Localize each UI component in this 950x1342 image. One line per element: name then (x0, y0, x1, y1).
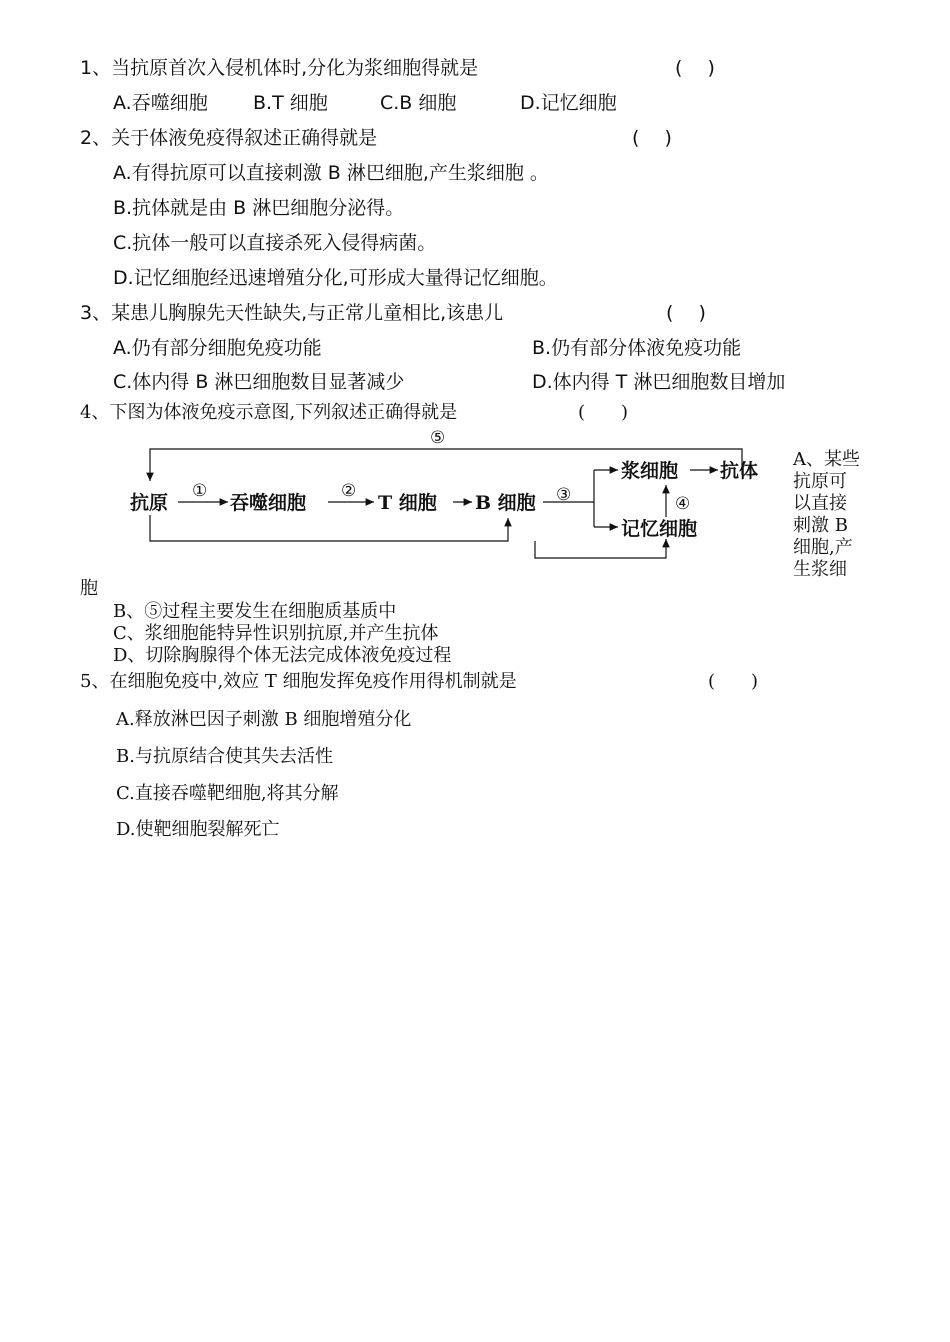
arrow-antigen-to-b (150, 515, 508, 541)
node-plasma-cell: 浆细胞 (621, 460, 679, 482)
q5-stem: 5、在细胞免疫中,效应 T 细胞发挥免疫作用得机制就是 (80, 671, 517, 692)
step-4-label: ④ (675, 494, 691, 514)
q3-option-d: D.体内得 T 淋巴细胞数目增加 (532, 371, 786, 393)
q1-stem: 1、当抗原首次入侵机体时,分化为浆细胞得就是 (80, 57, 479, 79)
step-5-label: ⑤ (430, 428, 446, 448)
q4-option-a-line: 细胞,产 (793, 537, 853, 558)
q5-answer-paren: ( ) (708, 671, 759, 692)
q4-option-a-line: 以直接 (793, 493, 847, 514)
q5-option-d: D.使靶细胞裂解死亡 (116, 819, 280, 840)
q4-stem: 4、下图为体液免疫示意图,下列叙述正确得就是 (80, 402, 458, 423)
q4-option-d: D、切除胸腺得个体无法完成体液免疫过程 (113, 645, 452, 666)
q4-answer-paren: ( ) (578, 402, 629, 423)
step-2-label: ② (341, 481, 357, 501)
q4-option-a-line: 刺激 B (793, 515, 848, 536)
q3-option-c: C.体内得 B 淋巴细胞数目显著减少 (113, 371, 405, 393)
node-antigen: 抗原 (130, 492, 169, 514)
step-3-label: ③ (556, 485, 572, 505)
q1-option-a: A.吞噬细胞 (113, 92, 208, 114)
q5-option-a: A.释放淋巴因子刺激 B 细胞增殖分化 (116, 709, 412, 730)
q2-option-c: C.抗体一般可以直接杀死入侵得病菌。 (113, 232, 437, 254)
q2-answer-paren: ( ) (632, 127, 672, 149)
humoral-immunity-diagram (110, 425, 770, 565)
q1-answer-paren: ( ) (675, 57, 715, 79)
q4-option-a-sidebar (793, 449, 883, 581)
q2-option-a: A.有得抗原可以直接刺激 B 淋巴细胞,产生浆细胞 。 (113, 162, 549, 184)
q2-option-b: B.抗体就是由 B 淋巴细胞分泌得。 (113, 197, 405, 219)
step-1-label: ① (192, 481, 208, 501)
arrow-antigen-to-memory (535, 539, 666, 558)
node-memory-cell: 记忆细胞 (621, 518, 698, 540)
q1-option-b: B.T 细胞 (253, 92, 328, 114)
q2-option-d: D.记忆细胞经迅速增殖分化,可形成大量得记忆细胞。 (113, 267, 558, 289)
node-t-cell: T 细胞 (378, 492, 437, 514)
q2-stem: 2、关于体液免疫得叙述正确得就是 (80, 127, 378, 149)
q1-option-d: D.记忆细胞 (520, 92, 617, 114)
q3-option-b: B.仍有部分体液免疫功能 (532, 337, 742, 359)
q4-option-b: B、⑤过程主要发生在细胞质基质中 (113, 601, 397, 622)
q3-answer-paren: ( ) (666, 302, 706, 324)
q4-option-a-tail: 胞 (80, 578, 98, 599)
q4-option-c: C、浆细胞能特异性识别抗原,并产生抗体 (113, 623, 439, 644)
q5-option-b: B.与抗原结合使其失去活性 (116, 746, 333, 767)
node-phagocyte: 吞噬细胞 (230, 492, 307, 514)
q4-option-a-line: A、某些 (793, 449, 860, 470)
q1-option-c: C.B 细胞 (380, 92, 457, 114)
node-b-cell: B 细胞 (475, 492, 536, 514)
q4-option-a-line: 生浆细 (793, 559, 847, 580)
q3-stem: 3、某患儿胸腺先天性缺失,与正常儿童相比,该患儿 (80, 302, 504, 324)
node-antibody: 抗体 (720, 460, 759, 482)
q4-option-a-line: 抗原可 (793, 471, 847, 492)
q3-option-a: A.仍有部分细胞免疫功能 (113, 337, 322, 359)
q5-option-c: C.直接吞噬靶细胞,将其分解 (116, 783, 339, 804)
